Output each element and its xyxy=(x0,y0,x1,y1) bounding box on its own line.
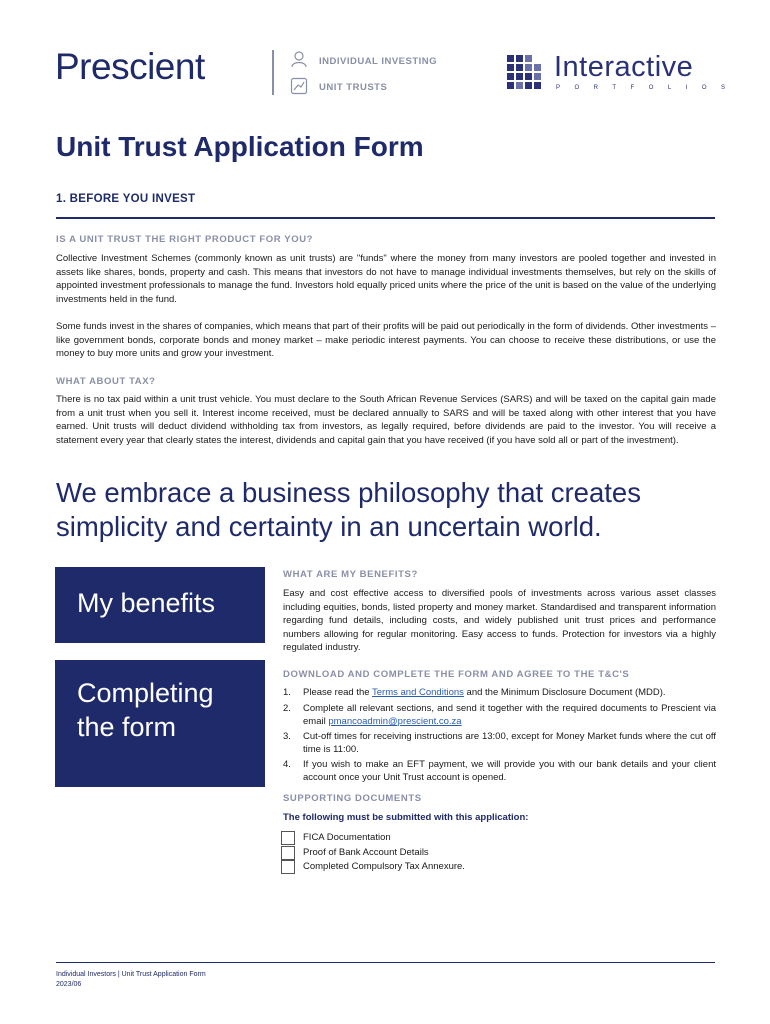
tax-annexure-checkbox[interactable] xyxy=(281,860,295,874)
tagline: We embrace a business philosophy that creates simplicity and certainty in an uncertain world. xyxy=(56,477,641,542)
person-icon xyxy=(290,50,308,68)
footer-rule xyxy=(56,962,715,963)
footer-date: 2023/06 xyxy=(56,981,82,988)
fica-checkbox[interactable] xyxy=(281,831,295,845)
interactive-logo-name: Interactive xyxy=(554,51,694,83)
footer-title: Individual Investors | Unit Trust Application Form xyxy=(56,971,206,978)
paragraph-tax: There is no tax paid within a unit trust vehicle. You must declare to the South African Revenue Services (SARS) and will be taxed on the capital gain made from a unit trust when you sell it. Interest income received, must be declared annually to SARS and will be taxed along with other interest that you have earned. Unit trusts will deduct dividend withholding tax from investors, as legally required, before dividends are paid to the investor. You will receive a statement every year that clearly states the interest, dividends and capital gain that you have received (if you have sold all or part of the investment). xyxy=(56,394,716,446)
fica-label: FICA Documentation xyxy=(303,832,391,843)
page-title: Unit Trust Application Form xyxy=(56,131,424,162)
trend-chart-icon xyxy=(290,77,308,95)
category-label: INDIVIDUAL INVESTING xyxy=(319,56,438,67)
header-divider xyxy=(272,50,274,95)
subheading-right-product: IS A UNIT TRUST THE RIGHT PRODUCT FOR YOU? xyxy=(56,234,314,245)
supporting-heading: SUPPORTING DOCUMENTS xyxy=(283,793,422,804)
interactive-logo-mark xyxy=(507,55,543,91)
section-heading: 1. BEFORE YOU INVEST xyxy=(56,193,196,205)
benefits-box-label: My benefits xyxy=(77,588,216,618)
footer xyxy=(56,970,206,990)
prescient-logo: Prescient xyxy=(55,46,205,87)
paragraph-dividends: Some funds invest in the shares of companies, which means that part of their profits will be paid out periodically in the form of dividends. Other investments – like government bonds, corporate bonds and money market – make periodic interest payments. You can choose to receive these distributions, or use the money to buy more units and grow your investment. xyxy=(56,321,716,359)
bank-details-checkbox[interactable] xyxy=(281,846,295,860)
tax-annexure-label: Completed Compulsory Tax Annexure. xyxy=(303,861,465,872)
product-label: UNIT TRUSTS xyxy=(319,82,388,93)
interactive-logo-sub: PORTFOLIOS xyxy=(556,85,740,91)
completing-heading: DOWNLOAD AND COMPLETE THE FORM AND AGREE TO THE T&C'S xyxy=(283,669,630,680)
bank-details-label: Proof of Bank Account Details xyxy=(303,847,429,858)
terms-and-conditions-link[interactable]: Terms and Conditions xyxy=(372,687,464,698)
paragraph-unit-trusts: Collective Investment Schemes (commonly known as unit trusts) are "funds" where the money from many investors are pooled together and invested in assets like shares, bonds, property and cash. This means that investors do not have to manage individual investments themselves, but rely on the skills of appointed investment professionals to manage the fund. Investors hold equally priced units where the price of the unit is based on the value of the underlying investments held in the fund. xyxy=(56,253,716,305)
subheading-tax: WHAT ABOUT TAX? xyxy=(56,376,156,387)
section-rule xyxy=(56,217,715,219)
completing-box xyxy=(55,660,265,787)
benefits-text: Easy and cost effective access to diversified pools of investments across various asset classes including equities, bonds, listed property and money market. Standardised and transparent information regarding fund details, including costs, and widely published unit trust prices and performance numbers allowing for regular monitoring. Easy access to funds. Protection for investors via a highly regulated industry. xyxy=(283,588,716,653)
email-link[interactable]: pmancoadmin@prescient.co.za xyxy=(328,716,462,727)
completing-box-line2: the form xyxy=(77,712,177,742)
benefits-heading: WHAT ARE MY BENEFITS? xyxy=(283,569,418,580)
benefits-box xyxy=(55,567,265,643)
required-docs-note: The following must be submitted with this application: xyxy=(283,812,529,823)
completing-box-line1: Completing xyxy=(77,678,214,708)
